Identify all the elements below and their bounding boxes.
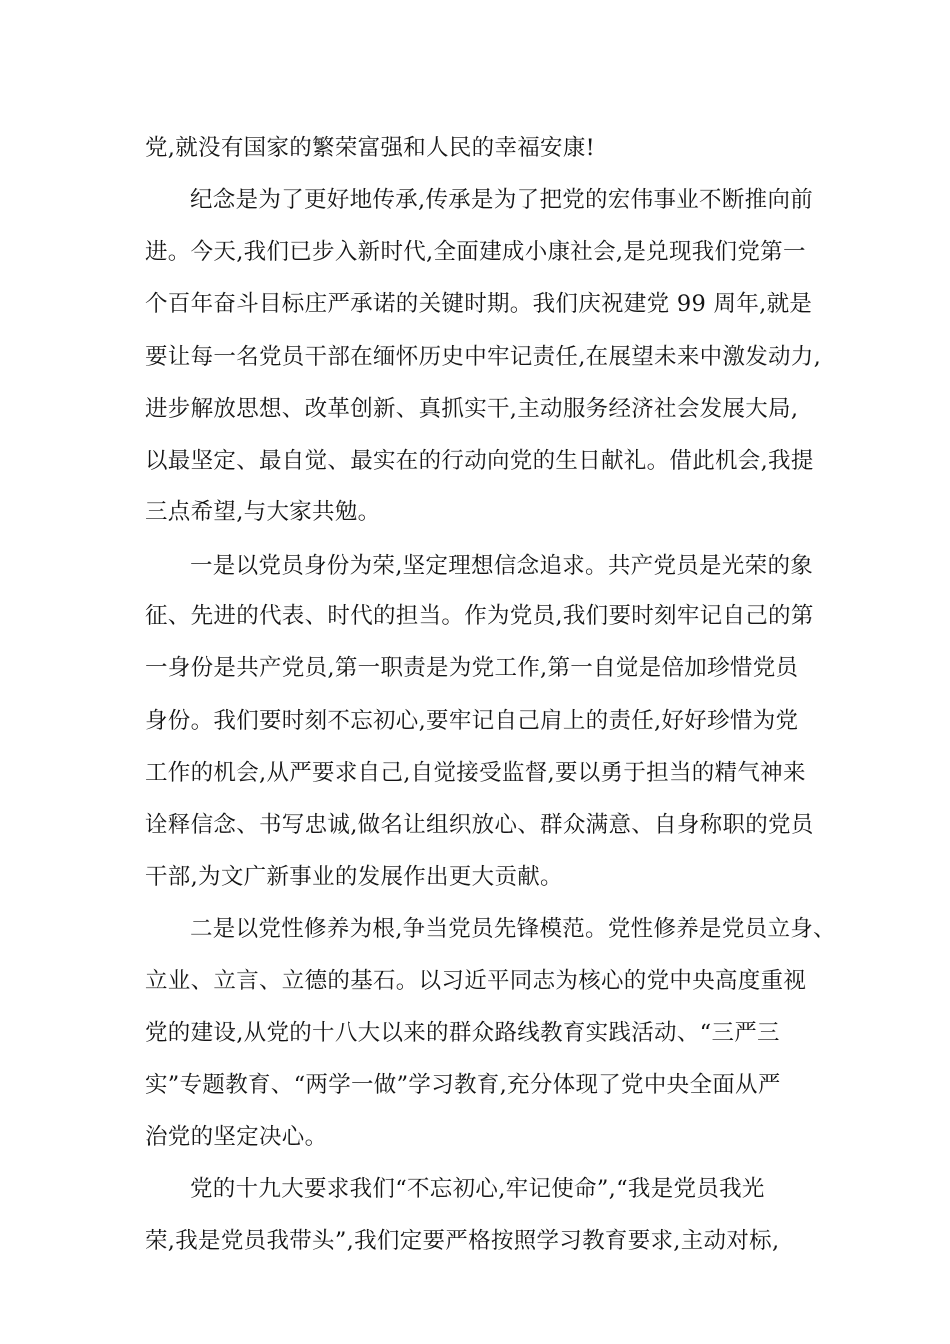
text-line: 干部,为文广新事业的发展作出更大贡献。: [145, 864, 563, 890]
text-line: 治党的坚定决心。: [145, 1124, 328, 1150]
text-line: 荣,我是党员我带头”,我们定要严格按照学习教育要求,主动对标,: [145, 1228, 780, 1254]
paragraph-first-line: 二是以党性修养为根,争当党员先锋模范。党性修养是党员立身、: [190, 916, 836, 942]
text-line: 党的建设,从党的十八大以来的群众路线教育实践活动、“三严三: [145, 1020, 780, 1046]
text-line: 立业、立言、立德的基石。以习近平同志为核心的党中央高度重视: [145, 968, 807, 994]
paragraph-first-line: 一是以党员身份为荣,坚定理想信念追求。共产党员是光荣的象: [190, 553, 814, 579]
text-line: 进。今天,我们已步入新时代,全面建成小康社会,是兑现我们党第一: [145, 239, 806, 265]
text-line: 以最坚定、最自觉、最实在的行动向党的生日献礼。借此机会,我提: [145, 448, 814, 474]
text-line: 个百年奋斗目标庄严承诺的关键时期。我们庆祝建党 99 周年,就是: [145, 291, 813, 317]
text-line: 工作的机会,从严要求自己,自觉接受监督,要以勇于担当的精气神来: [145, 760, 806, 786]
text-line: 进步解放思想、改革创新、真抓实干,主动服务经济社会发展大局,: [145, 396, 799, 422]
paragraph-first-line: 党的十九大要求我们“不忘初心,牢记使命”,“我是党员我光: [190, 1176, 765, 1202]
text-line: 诠释信念、书写忠诚,做名让组织放心、群众满意、自身称职的党员: [145, 812, 814, 838]
text-line: 三点希望,与大家共勉。: [145, 499, 381, 525]
text-line: 党,就没有国家的繁荣富强和人民的幸福安康!: [145, 135, 595, 161]
text-line: 一身份是共产党员,第一职责是为党工作,第一自觉是倍加珍惜党员: [145, 655, 799, 681]
text-line: 征、先进的代表、时代的担当。作为党员,我们要时刻牢记自己的第: [145, 603, 814, 629]
text-line: 身份。我们要时刻不忘初心,要牢记自己肩上的责任,好好珍惜为党: [145, 708, 799, 734]
paragraph-first-line: 纪念是为了更好地传承,传承是为了把党的宏伟事业不断推向前: [190, 187, 814, 213]
text-line: 实”专题教育、“两学一做”学习教育,充分体现了党中央全面从严: [145, 1072, 781, 1098]
text-line: 要让每一名党员干部在缅怀历史中牢记责任,在展望未来中激发动力,: [145, 344, 822, 370]
